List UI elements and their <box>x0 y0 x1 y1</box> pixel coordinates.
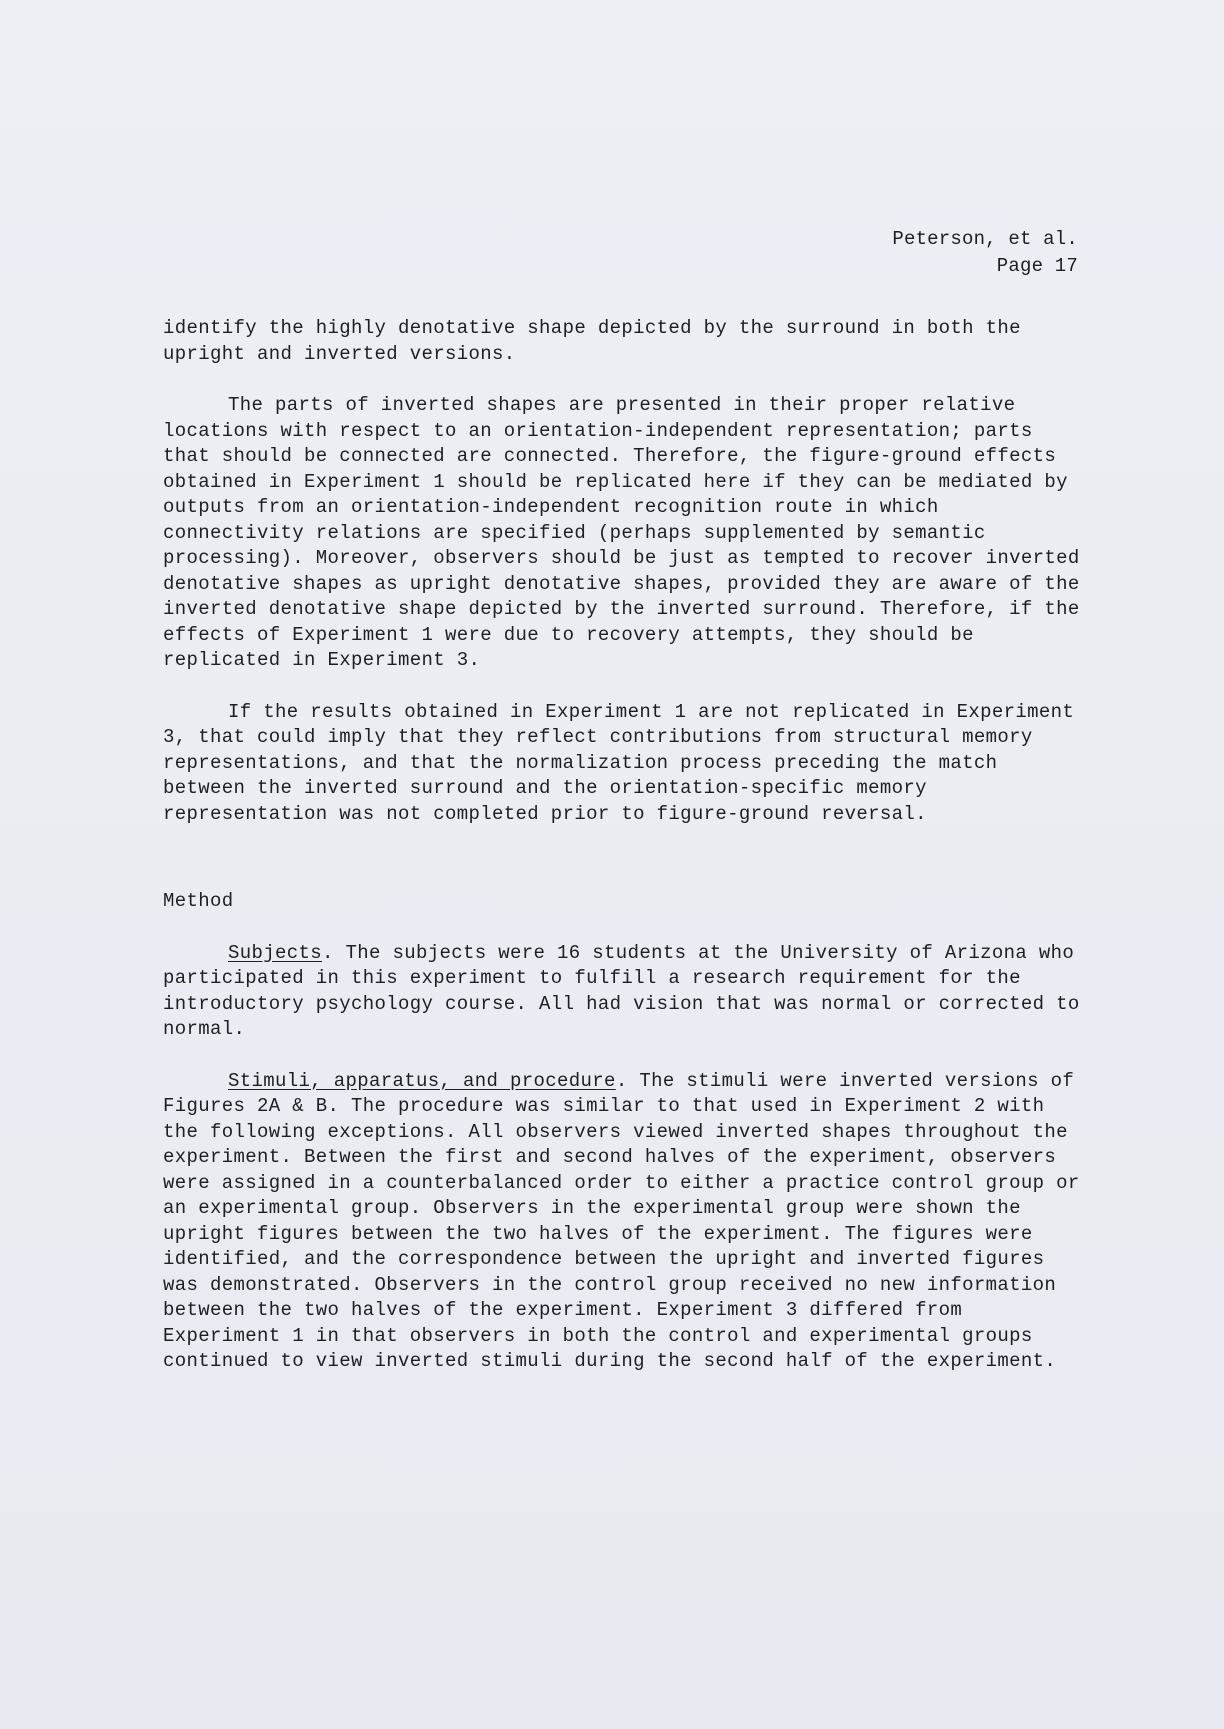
paragraph-text: identify the highly denotative shape depicted by the surround in both the upright and inverted versions. <box>163 317 1021 365</box>
paragraph-results-implication <box>163 700 1083 828</box>
paragraph-text: The parts of inverted shapes are presented in their proper relative locations with respect to an orientation-independent representation; parts that should be connected are connected. Therefore, the figure-ground effects obtained in Experiment 1 should be replicated here if they can be mediated by outputs from an orientation-independent recognition route in which connectivity relations are specified (perhaps supplemented by semantic processing). Moreover, observers should be just as tempted to recover inverted denotative shapes as upright denotative shapes, provided they are aware of the inverted denotative shape depicted by the inverted surround. Therefore, if the effects of Experiment 1 were due to recovery attempts, they should be replicated in Experiment 3. <box>163 394 1080 671</box>
paragraph-stimuli <box>163 1069 1083 1375</box>
body-text <box>163 316 1083 1401</box>
paragraph-text: . The stimuli were inverted versions of Figures 2A & B. The procedure was similar to that used in Experiment 2 with the following exceptions. All observers viewed inverted shapes throughout the experiment. Between the first and second halves of the experiment, observers were assigned in a counterbalanced order to either a practice control group or an experimental group. Observers in the experimental group were shown the upright figures between the two halves of the experiment. The figures were identified, and the correspondence between the upright and inverted figures was demonstrated. Observers in the control group received no new information between the two halves of the experiment. Experiment 3 differed from Experiment 1 in that observers in both the control and experimental groups continued to view inverted stimuli during the second half of the experiment. <box>163 1069 1080 1372</box>
paragraph-text: . The subjects were 16 students at the University of Arizona who participated in this experiment to fulfill a research requirement for the introductory psychology course. All had vision that was normal or corrected to normal. <box>163 941 1080 1040</box>
subheading-subjects: Subjects <box>228 941 323 964</box>
subheading-stimuli: Stimuli, apparatus, and procedure <box>228 1069 616 1092</box>
header-author: Peterson, et al. <box>892 228 1078 250</box>
paragraph-subjects <box>163 941 1083 1043</box>
paragraph-text: If the results obtained in Experiment 1 are not replicated in Experiment 3, that could imply that they reflect contributions from structural memory representations, and that the normalization process preceding the match between the inverted surround and the orientation-specific memory representation was not completed prior to figure-ground reversal. <box>163 700 1075 825</box>
paragraph-inverted-shapes <box>163 393 1083 674</box>
header-page-number: Page 17 <box>996 255 1078 277</box>
section-heading-method: Method <box>163 890 234 912</box>
running-header <box>892 226 1078 280</box>
paragraph-continuation <box>163 316 1083 367</box>
